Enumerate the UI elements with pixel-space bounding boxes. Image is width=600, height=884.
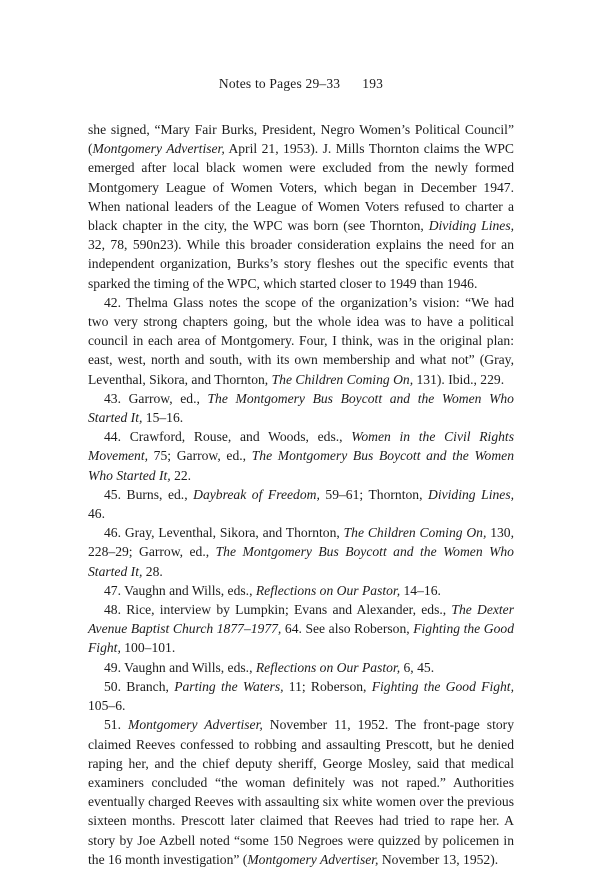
- endnote-45: [88, 485, 514, 523]
- text-run: 6, 45.: [400, 659, 435, 675]
- text-run: November 11, 1952. The front-page story claimed Reeves confessed to robbing and assaulting Prescott, but he denied raping her, and the chief deputy sheriff, George Mosley, said that medical examiners concluded “the woman definitely was not raped.” Authorities eventually charged Reeves with assaulting six white women over the previous sixteen months. Prescott later claimed that Reeves had tried to rape her. A story by Joe Azbell noted “some 150 Negroes were quizzed by policemen in the 16 month investigation” (: [88, 717, 514, 867]
- running-head: [88, 76, 514, 92]
- text-run: 75; Garrow, ed.,: [148, 448, 252, 464]
- text-run: 48. Rice, interview by Lumpkin; Evans and Alexander, eds.,: [104, 602, 452, 618]
- text-run: 44. Crawford, Rouse, and Woods, eds.,: [104, 429, 352, 445]
- text-run: 64. See also Roberson,: [281, 621, 414, 637]
- italic-title-run: Reflections on Our Pastor,: [255, 659, 401, 675]
- italic-title-run: Fighting the Good Fight,: [371, 678, 514, 694]
- italic-title-run: Parting the Waters,: [174, 678, 284, 694]
- page-number: 193: [362, 76, 384, 91]
- italic-title-run: Montgomery Advertiser,: [92, 141, 225, 157]
- text-run: 45. Burns, ed.,: [104, 486, 194, 502]
- text-run: April 21, 1953). J. Mills Thornton claims the WPC emerged after local black women were excluded from the newly formed Montgomery League of Women Voters, which began in December 1947. When national leaders of the League of Women Voters refused to charter a black chapter in the city, the WPC was born (see Thornton,: [88, 141, 514, 234]
- italic-title-run: The Dexter Avenue Baptist Church 1877–1977,: [88, 602, 514, 637]
- text-run: 105–6.: [88, 698, 126, 714]
- endnote-43: [88, 389, 514, 427]
- text-run: 47. Vaughn and Wills, eds.,: [104, 582, 256, 598]
- text-run: 22.: [170, 467, 192, 483]
- italic-title-run: The Children Coming On,: [271, 371, 414, 387]
- italic-title-run: Montgomery Advertiser,: [247, 851, 379, 867]
- text-run: 130, 228–29; Garrow, ed.,: [88, 525, 514, 560]
- endnote-46: [88, 523, 514, 581]
- italic-title-run: The Montgomery Bus Boycott and the Women Who Started It,: [88, 390, 514, 426]
- text-run: 51.: [104, 717, 129, 733]
- text-run: 50. Branch,: [104, 678, 175, 694]
- endnote-44: [88, 427, 514, 485]
- endnote-50: [88, 677, 514, 715]
- italic-title-run: Daybreak of Freedom,: [193, 486, 320, 502]
- italic-title-run: Montgomery Advertiser,: [128, 717, 263, 733]
- text-run: November 13, 1952).: [378, 851, 499, 867]
- text-run: 49. Vaughn and Wills, eds.,: [104, 659, 256, 675]
- text-run: 42. Thelma Glass notes the scope of the organization’s vision: “We had two very strong chapters going, but the whole idea was to have a political council in each area of Montgomery. Four, I think, was in the original plan: east, west, north and south, with its own membership and what not” (Gray, Leventhal, Sikora, and Thornton,: [88, 294, 514, 387]
- text-run: 14–16.: [400, 582, 441, 598]
- italic-title-run: Dividing Lines,: [428, 486, 515, 502]
- italic-title-run: Fighting the Good Fight,: [88, 621, 514, 656]
- endnote-42: [88, 293, 514, 389]
- text-run: 100–101.: [120, 640, 176, 656]
- italic-title-run: Dividing Lines,: [428, 218, 515, 234]
- text-run: 32, 78, 590n23). While this broader consideration explains the need for an independent organization, Burks’s story fleshes out the specific events that sparked the timing of the WPC, which started closer to 1949 than 1946.: [88, 237, 514, 291]
- endnote-51: [88, 715, 514, 869]
- italic-title-run: The Montgomery Bus Boycott and the Women Who Started It,: [88, 544, 514, 579]
- text-run: she signed, “Mary Fair Burks, President, Negro Women’s Political Council” (: [88, 122, 514, 157]
- text-run: 28.: [142, 563, 163, 579]
- italic-title-run: The Children Coming On,: [343, 525, 487, 541]
- endnote-48: [88, 600, 514, 658]
- text-run: 43. Garrow, ed.,: [104, 390, 208, 406]
- text-run: 15–16.: [142, 410, 184, 426]
- endnotes-body: [88, 120, 514, 869]
- italic-title-run: Women in the Civil Rights Movement,: [88, 429, 514, 464]
- text-run: 11; Roberson,: [283, 678, 372, 694]
- text-run: 46.: [88, 506, 105, 522]
- endnote-47: [88, 581, 514, 600]
- text-run: 59–61; Thornton,: [319, 486, 429, 502]
- italic-title-run: Reflections on Our Pastor,: [255, 582, 401, 598]
- endnote-49: [88, 658, 514, 677]
- note-continuation: [88, 120, 514, 293]
- running-title: Notes to Pages 29–33: [218, 76, 341, 91]
- text-run: 131). Ibid., 229.: [413, 371, 505, 387]
- text-run: 46. Gray, Leventhal, Sikora, and Thornton,: [104, 525, 344, 541]
- italic-title-run: The Montgomery Bus Boycott and the Women Who Started It,: [88, 448, 515, 483]
